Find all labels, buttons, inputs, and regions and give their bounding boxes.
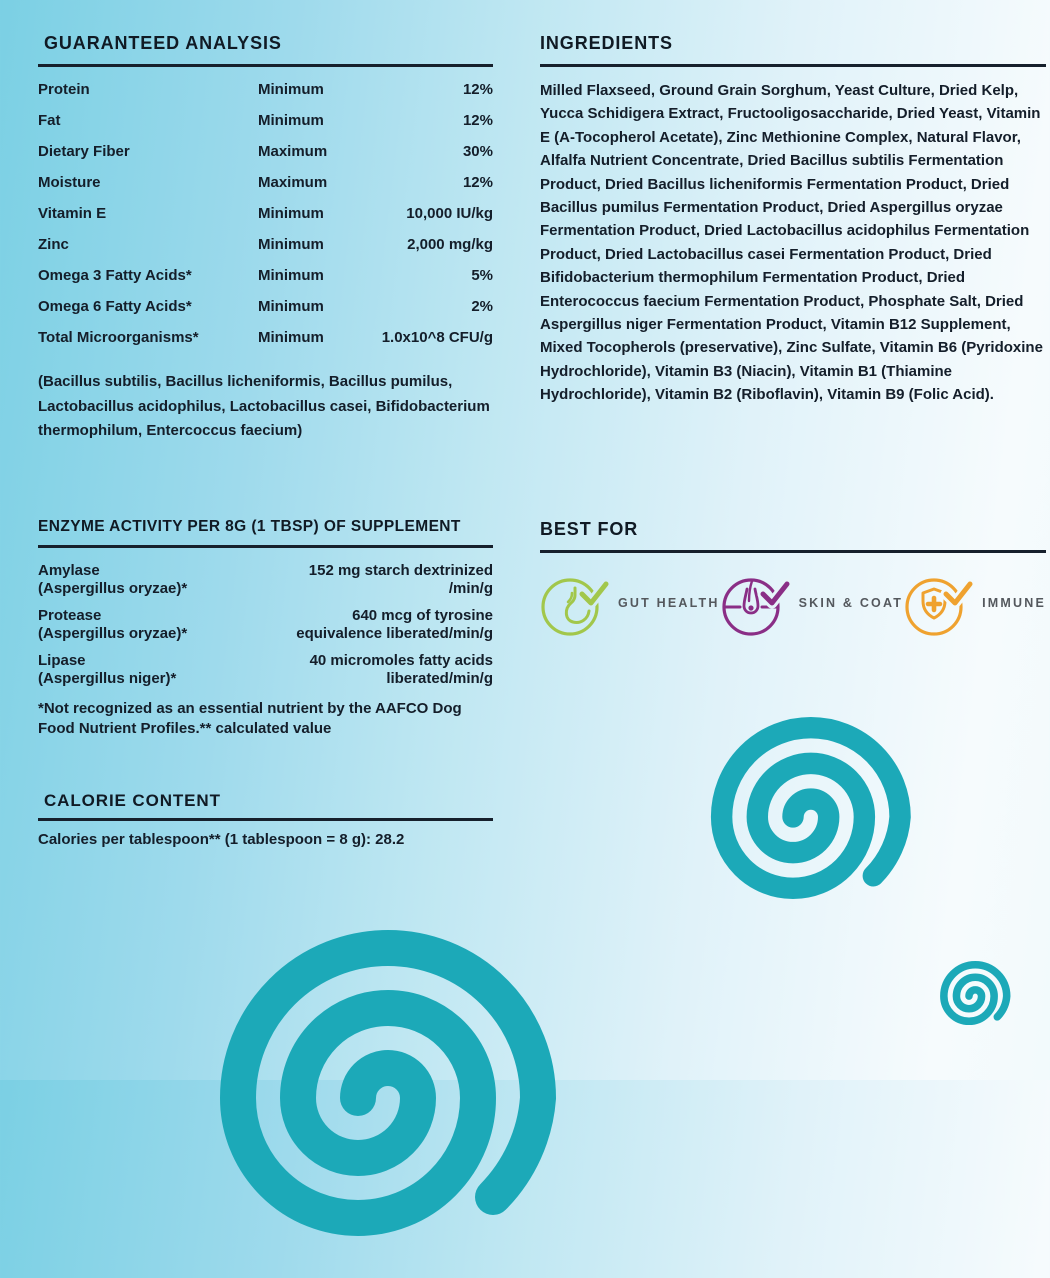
table-row — [38, 266, 493, 286]
table-row — [38, 204, 493, 224]
guaranteed-analysis-title: GUARANTEED ANALYSIS — [38, 30, 493, 67]
calorie-content-title: CALORIE CONTENT — [38, 789, 493, 821]
hair-follicle-check-icon — [721, 567, 791, 639]
nutrient-name: Protein — [38, 81, 90, 98]
nutrient-value: 2,000 mg/kg — [407, 236, 493, 253]
nutrient-value: 12% — [462, 81, 493, 98]
enzyme-source: (Aspergillus oryzae)* — [38, 580, 188, 597]
calorie-content-section — [38, 789, 493, 864]
best-for-section — [540, 516, 1046, 639]
nutrient-value: 12% — [462, 174, 493, 191]
nutrient-name: Total Microorganisms* — [38, 329, 199, 346]
enzyme-name: Amylase (Aspergillus oryzae)* — [38, 562, 223, 598]
nutrient-basis: Minimum — [258, 205, 324, 222]
enzyme-name: Protease (Aspergillus oryzae)* — [38, 607, 223, 643]
microorganisms-note: (Bacillus subtilis, Bacillus licheniformis, Bacillus pumilus, Lactobacillus acidophilus, Lactobacillus casei, Bifidobacterium thermophilum, Entercoccus faecium) — [38, 373, 490, 439]
enzyme-source: (Aspergillus oryzae)* — [38, 625, 188, 642]
enzyme-source: (Aspergillus niger)* — [38, 670, 177, 687]
table-row — [38, 328, 493, 348]
enzyme-activity-title: ENZYME ACTIVITY PER 8G (1 TBSP) OF SUPPLEMENT — [38, 516, 493, 548]
nutrient-name: Zinc — [38, 236, 69, 253]
nutrient-basis: Minimum — [258, 112, 324, 129]
table-row — [38, 235, 493, 255]
nutrient-value: 30% — [462, 143, 493, 160]
calorie-content-text: Calories per tablespoon** (1 tablespoon = 8 g): 28.2 — [38, 831, 405, 848]
spiral-decoration-icon — [668, 692, 918, 924]
table-row — [38, 111, 493, 131]
best-for-label: SKIN & COAT — [798, 596, 904, 610]
nutrient-basis: Minimum — [258, 236, 324, 253]
table-row — [38, 607, 493, 643]
spiral-decoration-icon — [148, 888, 568, 1278]
guaranteed-analysis-section — [38, 30, 493, 459]
best-for-label: GUT HEALTH — [618, 596, 720, 610]
nutrient-basis: Minimum — [258, 298, 324, 315]
nutrient-value: 12% — [462, 112, 493, 129]
enzyme-value: 40 micromoles fatty acids liberated/min/g — [309, 652, 493, 687]
nutrient-name: Moisture — [38, 174, 101, 191]
nutrient-basis: Minimum — [258, 267, 324, 284]
best-for-label: IMMUNE — [982, 596, 1046, 610]
nutrient-basis: Minimum — [258, 329, 324, 346]
table-row — [38, 297, 493, 317]
best-for-item-immune — [904, 567, 1046, 639]
enzyme-activity-table — [38, 562, 493, 688]
nutrient-basis: Maximum — [258, 143, 328, 160]
nutrient-value: 5% — [471, 267, 493, 284]
enzyme-name: Lipase (Aspergillus niger)* — [38, 652, 223, 688]
ingredients-text: Milled Flaxseed, Ground Grain Sorghum, Yeast Culture, Dried Kelp, Yucca Schidigera Extract, Fructooligosaccharide, Dried Yeast, Vitamin E (A-Tocopherol Acetate), Zinc Methionine Complex, Natural Flavor, Alfalfa Nutrient Concentrate, Dried Bacillus subtilis Fermentation Product, Dried Bacillus licheniformis Fermentation Product, Dried Bacillus pumilus Fermentation Product, Dried Aspergillus oryzae Fermentation Product, Dried Lactobacillus acidophilus Fermentation Product, Dried Lactobacillus casei Fermentation Product, Dried Bifidobacterium thermophilum Fermentation Product, Dried Enterococcus faecium Fermentation Product, Phosphate Salt, Dried Aspergillus niger Fermentation Product, Vitamin B12 Supplement, Mixed Tocopherols (preservative), Zinc Sulfate, Vitamin B6 (Pyridoxine Hydrochloride), Vitamin B3 (Niacin), Vitamin B1 (Thiamine Hydrochloride), Vitamin B2 (Riboflavin), Vitamin B9 (Folic Acid). — [540, 82, 1043, 404]
table-row — [38, 562, 493, 598]
nutrient-basis: Maximum — [258, 174, 328, 191]
table-row — [38, 652, 493, 688]
nutrient-name: Fat — [38, 112, 61, 129]
best-for-title: BEST FOR — [540, 516, 1046, 553]
nutrient-name: Omega 3 Fatty Acids* — [38, 267, 192, 284]
best-for-item-gut-health — [540, 567, 720, 639]
table-row — [38, 80, 493, 100]
nutrient-value: 2% — [471, 298, 493, 315]
spiral-decoration-icon — [925, 952, 1013, 1034]
best-for-item-skin-coat — [721, 567, 904, 639]
table-row — [38, 142, 493, 162]
nutrient-name: Dietary Fiber — [38, 143, 130, 160]
nutrient-name: Vitamin E — [38, 205, 107, 222]
nutrient-name: Omega 6 Fatty Acids* — [38, 298, 192, 315]
aafco-footnote: *Not recognized as an essential nutrient by the AAFCO Dog Food Nutrient Profiles.** calculated value — [38, 700, 462, 737]
guaranteed-analysis-table — [38, 80, 493, 348]
nutrient-value: 1.0x10^8 CFU/g — [381, 329, 493, 346]
enzyme-value: 640 mcg of tyrosine equivalence liberated/min/g — [296, 607, 493, 642]
nutrient-basis: Minimum — [258, 81, 324, 98]
nutrient-value: 10,000 IU/kg — [406, 205, 493, 222]
table-row — [38, 173, 493, 193]
best-for-icons-row — [540, 567, 1046, 639]
stomach-check-icon — [540, 567, 610, 639]
shield-cross-check-icon — [904, 567, 974, 639]
enzyme-value: 152 mg starch dextrinized /min/g — [308, 562, 493, 597]
enzyme-activity-section — [38, 516, 493, 753]
ingredients-section — [540, 30, 1046, 422]
ingredients-title: INGREDIENTS — [540, 30, 1046, 67]
